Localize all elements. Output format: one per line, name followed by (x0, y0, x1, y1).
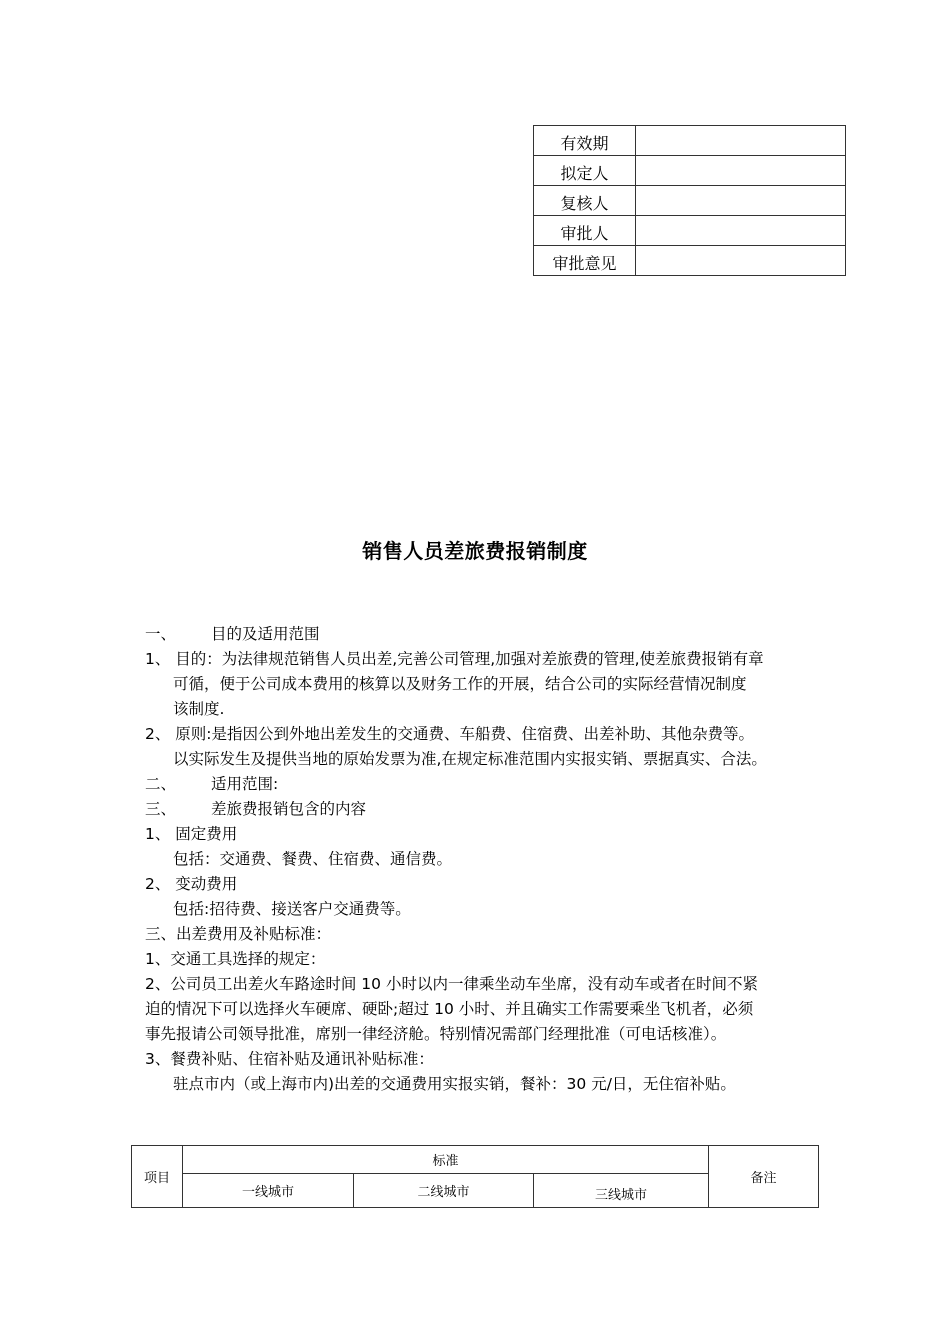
paragraph-line: 以实际发生及提供当地的原始发票为准,在规定标准范围内实报实销、票据真实、合法。 (173, 750, 767, 768)
section-heading (145, 797, 825, 822)
section-heading (145, 772, 825, 797)
header-tier3-city: 三线城市 (534, 1174, 709, 1208)
standard-table (131, 1145, 819, 1208)
document-body (145, 622, 825, 1097)
approval-value-cell[interactable] (636, 156, 846, 186)
approval-label: 复核人 (534, 186, 636, 216)
approval-label: 有效期 (534, 126, 636, 156)
approval-value-cell[interactable] (636, 246, 846, 276)
document-title: 销售人员差旅费报销制度 (362, 539, 588, 563)
section-title: 目的及适用范围 (211, 625, 320, 643)
approval-row (534, 216, 846, 246)
approval-value-cell[interactable] (636, 216, 846, 246)
paragraph-line: 该制度. (173, 700, 225, 718)
section-number: 一、 (145, 625, 177, 643)
approval-label: 审批意见 (534, 246, 636, 276)
paragraph-line: 1、 目的：为法律规范销售人员出差,完善公司管理,加强对差旅费的管理,使差旅费报销有章 (145, 650, 764, 668)
approval-label: 审批人 (534, 216, 636, 246)
paragraph-line: 事先报请公司领导批准，席别一律经济舱。特别情况需部门经理批准（可电话核准）。 (145, 1025, 727, 1043)
section-number: 三、 (145, 800, 177, 818)
paragraph-line: 1、交通工具选择的规定： (145, 950, 326, 968)
header-tier1-city: 一线城市 (183, 1174, 354, 1208)
approval-value-cell[interactable] (636, 126, 846, 156)
header-item: 项目 (132, 1146, 183, 1208)
paragraph-line: 可循，便于公司成本费用的核算以及财务工作的开展，结合公司的实际经营情况制度 (173, 675, 747, 693)
header-tier2-city: 二线城市 (354, 1174, 534, 1208)
paragraph-line: 2、 变动费用 (145, 875, 238, 893)
paragraph-line: 包括:招待费、接送客户交通费等。 (173, 900, 411, 918)
paragraph-line: 包括：交通费、餐费、住宿费、通信费。 (173, 850, 453, 868)
section-heading: 三、出差费用及补贴标准： (145, 925, 332, 943)
paragraph-line: 1、 固定费用 (145, 825, 238, 843)
approval-row (534, 156, 846, 186)
approval-table (533, 125, 846, 276)
approval-row (534, 246, 846, 276)
paragraph-line: 驻点市内（或上海市内)出差的交通费用实报实销，餐补：30 元/日，无住宿补贴。 (173, 1075, 736, 1093)
header-remark: 备注 (709, 1146, 819, 1208)
section-title: 差旅费报销包含的内容 (211, 800, 367, 818)
paragraph-line: 2、公司员工出差火车路途时间 10 小时以内一律乘坐动车坐席，没有动车或者在时间不紧 (145, 975, 758, 993)
header-standard: 标准 (183, 1146, 709, 1174)
approval-row (534, 186, 846, 216)
section-number: 二、 (145, 775, 177, 793)
section-heading (145, 622, 825, 647)
paragraph-line: 2、 原则:是指因公到外地出差发生的交通费、车船费、住宿费、出差补助、其他杂费等。 (145, 725, 755, 743)
paragraph-line: 3、餐费补贴、住宿补贴及通讯补贴标准： (145, 1050, 434, 1068)
approval-label: 拟定人 (534, 156, 636, 186)
section-title: 适用范围: (211, 775, 279, 793)
approval-row (534, 126, 846, 156)
approval-value-cell[interactable] (636, 186, 846, 216)
paragraph-line: 迫的情况下可以选择火车硬席、硬卧;超过 10 小时、并且确实工作需要乘坐飞机者，必须 (145, 1000, 754, 1018)
